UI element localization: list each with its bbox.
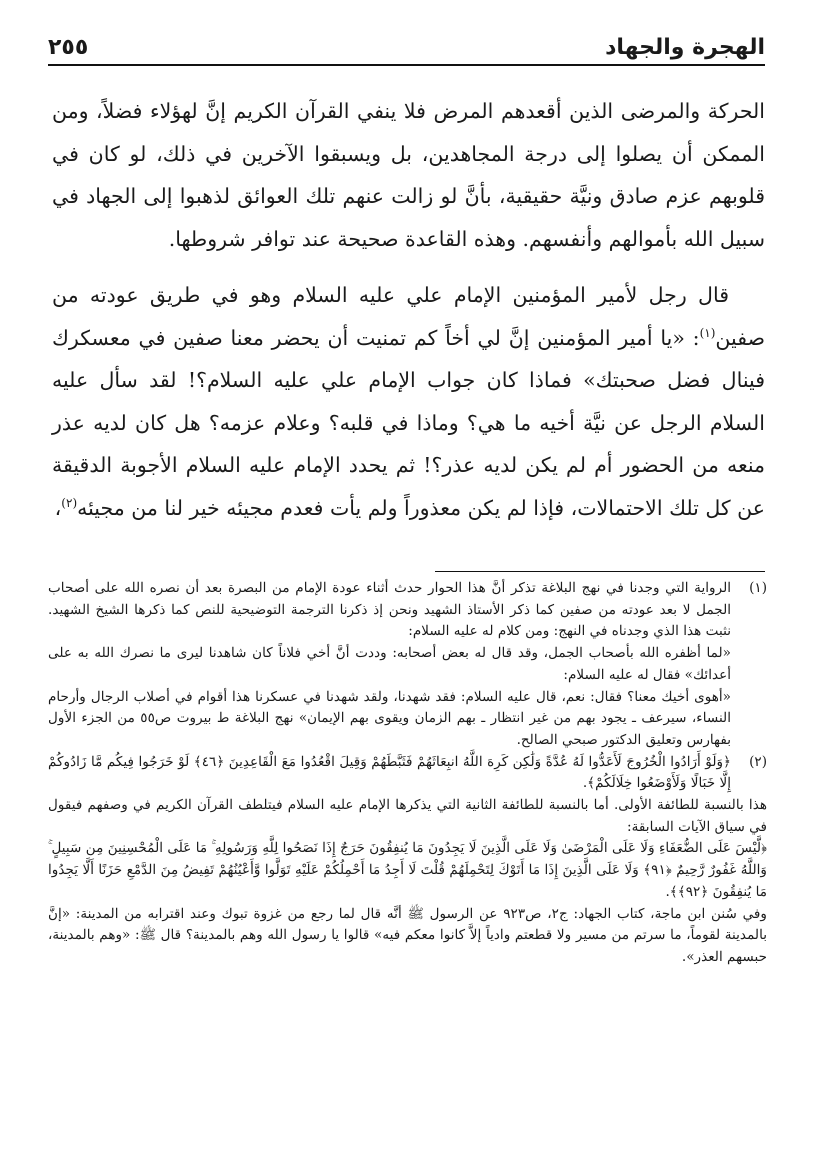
paragraph-2 [52,274,765,529]
footnote-1-text: الرواية التي وجدنا في نهج البلاغة تذكر أنَّ هذا الحوار حدث أثناء عودة الإمام من البصرة بعد أن نصره الله على أصحاب الجمل لا بعد عودته من صفين كما ذكر الأستاذ الشهيد ونحن إذ ذكرنا الترجمة التوضيحية للنص كما ذكرها الشيخ الشهيد. نثبت هذا الذي وجدناه في النهج: ومن كلام له عليه السلام: [48,580,731,640]
footnote-2-number: (٢) [749,753,767,770]
footnote-2-hadith: وفي سُنن ابن ماجة، كتاب الجهاد: ج٢، ص٩٢٣ عن الرسول ﷺ أنَّه قال لما رجع من غزوة تبوك وعند اقترابه من المدينة: «إنَّ بالمدينة لقوماً، ما سرتم من مسير ولا قطعتم وادياً إلاَّ كانوا معكم فيه» قالوا يا رسول الله وهم بالمدينة؟ قال ﷺ: «وهم بالمدينة، حبسهم العذر». [48,905,767,965]
footnote-ref-1[interactable]: (١) [699,325,716,340]
running-header [48,26,765,66]
footnote-1 [48,578,767,752]
paragraph-1: الحركة والمرضى الذين أقعدهم المرض فلا ينفي القرآن الكريم إنَّ لهؤلاء فضلاً، ومن الممكن أن يصلوا إلى درجة المجاهدين، بل ويسبقوا الآخرين في ذلك، لو كان في قلوبهم عزم صادق ونيَّة حقيقية، بأنَّ لو زالت عنهم تلك العوائق لذهبوا إلى الجهاد في سبيل الله بأموالهم وأنفسهم. وهذه القاعدة صحيحة عند توافر شروطها. [52,99,765,251]
main-text [52,90,765,529]
footnote-2 [48,752,767,795]
paragraph-2-part-b: : «يا أمير المؤمنين إنَّ لي أخاً كم تمنيت أن يحضر معنا صفين في معسكرك فينال فضل صحبتك» فماذا كان جواب الإمام علي عليه السلام؟! لقد سأل عليه السلام الرجل عن نيَّة أخيه ما هي؟ وماذا في قلبه؟ وعلام عزمه؟ هل كان لديه عذر منعه من الحضور أم لم يكن لديه عذر؟! ثم يحدد الإمام عليه السلام الأجوبة الدقيقة عن كل تلك الاحتمالات، فإذا لم يكن معذوراً ولم يأت فعدم مجيئه خير لنا من مجيئه [52,325,765,520]
footnote-1-number: (١) [749,580,767,596]
footnote-1-quote-2: «أهوى أخيك معنا؟ فقال: نعم، قال عليه السلام: فقد شهدنا، ولقد شهدنا في عسكرنا هذا أقوام في أصلاب الرجال وأرحام النساء، سيرعف ـ يجود بهم من غير انتظار ـ بهم الزمان ويقوى بهم الإيمان» نهج البلاغة ط بيروت ص٥٥ من الجزء الأول بفهارس وتعليق الدكتور صبحي الصالح. [48,688,731,748]
paragraph-2-part-c: ، [54,495,62,520]
page-number: ٢٥٥ [48,35,89,60]
running-title: الهجرة والجهاد [605,35,765,60]
footnote-ref-2[interactable]: (٢) [61,495,78,510]
paragraph-2-part-a: قال رجل لأمير المؤمنين الإمام علي عليه السلام وهو في طريق عودته من صفين [52,283,765,350]
footnote-1-body [48,578,731,752]
footnote-2-text: هذا بالنسبة للطائفة الأولى. أما بالنسبة للطائفة الثانية التي يذكرها الإمام عليه السلام فيتلطف القرآن الكريم في وصفهم فيقول في سياق الآيات السابقة: [48,797,767,835]
footnote-1-quote-1: «لما أظفره الله بأصحاب الجمل، وقد قال له بعض أصحابه: وددت أنَّ أخي فلاناً كان شاهدنا ليرى ما نصرك الله به على أعدائك» فقال له عليه السلام: [48,645,731,683]
footnote-2-quran-verse-1: ﴿وَلَوْ أَرَادُوا الْخُرُوجَ لَأَعَدُّوا لَهُ عُدَّةً وَلَٰكِن كَرِهَ اللَّهُ انبِعَاثَهُمْ فَثَبَّطَهُمْ وَقِيلَ اقْعُدُوا مَعَ الْقَاعِدِينَ ﴿٤٦﴾ لَوْ خَرَجُوا فِيكُم مَّا زَادُوكُمْ إِلَّا خَبَالًا وَلَأَوْضَعُوا خِلَالَكُمْ﴾. [48,753,732,792]
footnote-2-body [48,752,731,795]
footnote-2-quran-verse-2: ﴿لَّيْسَ عَلَى الضُّعَفَاءِ وَلَا عَلَى الْمَرْضَىٰ وَلَا عَلَى الَّذِينَ لَا يَجِدُونَ مَا يُنفِقُونَ حَرَجٌ إِذَا نَصَحُوا لِلَّهِ وَرَسُولِهِ ۚ مَا عَلَى الْمُحْسِنِينَ مِن سَبِيلٍ ۚ وَاللَّهُ غَفُورٌ رَّحِيمٌ ﴿٩١﴾ وَلَا عَلَى الَّذِينَ إِذَا مَا أَتَوْكَ لِتَحْمِلَهُمْ قُلْتَ لَا أَجِدُ مَا أَحْمِلُكُمْ عَلَيْهِ تَوَلَّوا وَّأَعْيُنُهُمْ تَفِيضُ مِنَ الدَّمْعِ حَزَنًا أَلَّا يَجِدُوا مَا يُنفِقُونَ ﴿٩٢﴾﴾. [48,840,767,900]
footnotes [48,578,767,969]
footnote-divider [435,571,765,572]
